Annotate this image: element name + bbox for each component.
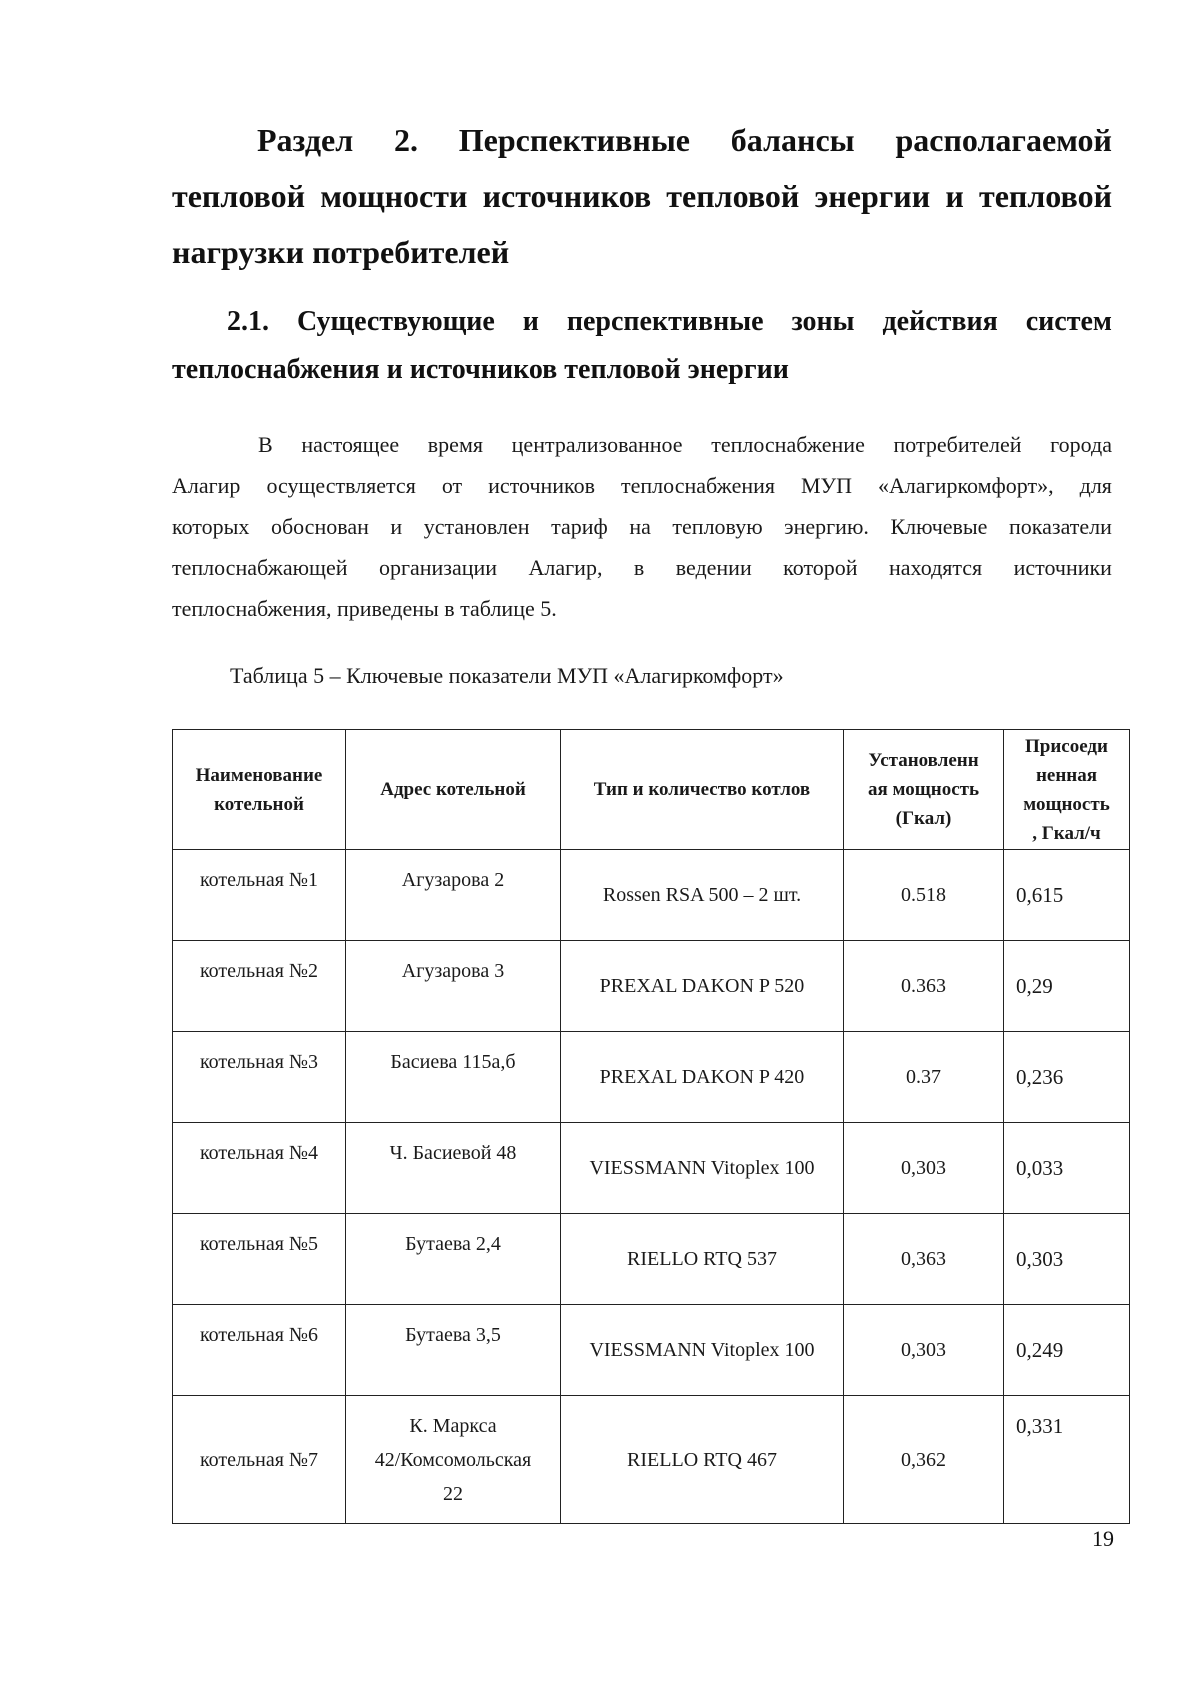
cell-name: котельная №6 <box>173 1305 346 1396</box>
body-text-word: тариф <box>551 514 608 539</box>
body-text-word: показатели <box>1009 514 1112 539</box>
cell-text-line: мощность <box>1023 793 1110 815</box>
section-title-word: балансы <box>730 122 855 158</box>
body-text-word: энергию. <box>784 514 869 539</box>
body-text-word: теплоснабжение <box>711 432 865 457</box>
body-text-word: осуществляется <box>266 473 416 498</box>
body-text-word: от <box>441 473 463 498</box>
header-name <box>173 730 346 850</box>
body-text-word: МУП <box>801 473 853 498</box>
cell-text-line: котельной <box>214 793 304 815</box>
section-title-word: тепловой <box>172 178 306 214</box>
cell-boilers: VIESSMANN Vitoplex 100 <box>561 1123 844 1214</box>
cell-connected: 0,033 <box>1004 1123 1130 1214</box>
body-text-word: источники <box>1013 555 1112 580</box>
cell-name: котельная №4 <box>173 1123 346 1214</box>
cell-installed: 0,303 <box>844 1305 1004 1396</box>
cell-name: котельная №7 <box>173 1396 346 1524</box>
section-title-line <box>172 112 1112 168</box>
body-text-word: теплоснабжения, приведены в таблице 5. <box>172 596 557 621</box>
subsection-title-word: зоны <box>791 306 855 337</box>
section-title-word: энергии <box>814 178 931 214</box>
table-row <box>173 1396 1130 1524</box>
cell-text-line: Наименование <box>195 764 323 786</box>
section-title-line <box>172 224 1112 280</box>
cell-text-line: Тип и количество котлов <box>593 779 811 800</box>
body-text-word: находятся <box>889 555 983 580</box>
body-text-word: централизованное <box>511 432 683 457</box>
cell-address: Бутаева 3,5 <box>346 1305 561 1396</box>
cell-text-line: , Гкал/ч <box>1032 822 1101 844</box>
cell-connected: 0,249 <box>1004 1305 1130 1396</box>
cell-connected: 0,236 <box>1004 1032 1130 1123</box>
body-text-word: время <box>427 432 483 457</box>
body-text-word: теплоснабжения <box>621 473 775 498</box>
section-title <box>172 112 1112 280</box>
cell-name: котельная №5 <box>173 1214 346 1305</box>
cell-address: Ч. Басиевой 48 <box>346 1123 561 1214</box>
section-title-word: Раздел <box>257 122 354 158</box>
cell-boilers: VIESSMANN Vitoplex 100 <box>561 1305 844 1396</box>
cell-installed: 0,362 <box>844 1396 1004 1524</box>
cell-name: котельная №1 <box>173 850 346 941</box>
cell-name: котельная №3 <box>173 1032 346 1123</box>
body-text-word: Алагир <box>172 473 241 498</box>
body-text-word: обоснован <box>270 514 369 539</box>
key-indicators-table <box>172 729 1130 1524</box>
subsection-title-word: Существующие <box>296 306 495 337</box>
header-boilers <box>561 730 844 850</box>
cell-text-line: 42/Комсомольская <box>374 1448 532 1471</box>
section-title-word: нагрузки потребителей <box>172 234 510 270</box>
table-row <box>173 1123 1130 1214</box>
cell-installed: 0.363 <box>844 941 1004 1032</box>
cell-text-line: (Гкал) <box>895 808 952 829</box>
section-title-line <box>172 168 1112 224</box>
subsection-title-word: и <box>522 306 539 337</box>
section-title-word: располагаемой <box>895 122 1112 158</box>
header-installed-capacity <box>844 730 1004 850</box>
cell-text-line: ненная <box>1035 764 1098 786</box>
body-text-word: которых <box>172 514 250 539</box>
cell-address: Агузарова 3 <box>346 941 561 1032</box>
subsection-title-word: действия <box>882 306 998 337</box>
body-text-word: и <box>390 514 403 539</box>
table-row <box>173 850 1130 941</box>
table-row <box>173 941 1130 1032</box>
cell-text-line: Присоеди <box>1025 735 1108 757</box>
body-text-line <box>172 588 1112 629</box>
subsection-title-word: 2.1. <box>227 306 269 337</box>
cell-installed: 0.37 <box>844 1032 1004 1123</box>
cell-connected: 0,29 <box>1004 941 1130 1032</box>
table-header-row <box>173 730 1130 850</box>
body-text-word: В <box>258 432 273 457</box>
cell-address: Басиева 115а,б <box>346 1032 561 1123</box>
body-text-word: потребителей <box>893 432 1022 457</box>
cell-text-line: 22 <box>443 1482 463 1505</box>
section-title-word: 2. <box>393 122 418 158</box>
body-text-word: Ключевые <box>890 514 988 539</box>
body-text-word: «Алагиркомфорт», <box>878 473 1054 498</box>
cell-boilers: RIELLO RTQ 467 <box>561 1396 844 1524</box>
subsection-title-word: перспективные <box>566 306 764 337</box>
cell-installed: 0.518 <box>844 850 1004 941</box>
cell-boilers: PREXAL DAKON P 420 <box>561 1032 844 1123</box>
header-address <box>346 730 561 850</box>
cell-address: Агузарова 2 <box>346 850 561 941</box>
body-text-line <box>172 506 1112 547</box>
body-text-word: настоящее <box>301 432 400 457</box>
cell-installed: 0,363 <box>844 1214 1004 1305</box>
cell-connected: 0,615 <box>1004 850 1130 941</box>
subsection-title-line <box>172 298 1112 346</box>
page-number: 19 <box>1092 1526 1114 1551</box>
body-text-word: для <box>1079 473 1112 498</box>
section-title-word: источников <box>482 178 652 214</box>
body-text-word: Алагир, <box>528 555 603 580</box>
body-text-line <box>172 465 1112 506</box>
cell-boilers: PREXAL DAKON P 520 <box>561 941 844 1032</box>
header-connected-capacity <box>1004 730 1130 850</box>
table-row <box>173 1214 1130 1305</box>
body-text-word: ведении <box>675 555 752 580</box>
body-text-line <box>172 424 1112 465</box>
cell-connected: 0,303 <box>1004 1214 1130 1305</box>
cell-installed: 0,303 <box>844 1123 1004 1214</box>
cell-text-line: ая мощность <box>867 779 980 800</box>
cell-text-line: Адрес котельной <box>380 779 526 800</box>
section-title-word: тепловой <box>666 178 800 214</box>
body-text-word: тепловую <box>672 514 763 539</box>
subsection-title <box>172 298 1112 394</box>
body-text-word: которой <box>783 555 858 580</box>
body-text-word: на <box>629 514 651 539</box>
table-caption: Таблица 5 – Ключевые показатели МУП «Алагиркомфорт» <box>230 663 784 688</box>
cell-text-line: К. Маркса <box>409 1414 497 1437</box>
subsection-title-line <box>172 346 1112 394</box>
cell-text-line: Установленн <box>868 750 979 771</box>
body-text-word: в <box>633 555 645 580</box>
body-text-word: установлен <box>423 514 530 539</box>
body-text-word: организации <box>378 555 498 580</box>
section-title-word: и <box>945 178 964 214</box>
cell-address: Бутаева 2,4 <box>346 1214 561 1305</box>
subsection-title-word: теплоснабжения и источников тепловой энергии <box>172 354 789 385</box>
body-paragraph <box>172 424 1112 629</box>
section-title-word: мощности <box>320 178 468 214</box>
cell-connected: 0,331 <box>1004 1396 1130 1524</box>
body-text-word: теплоснабжающей <box>172 555 348 580</box>
subsection-title-word: систем <box>1025 306 1112 337</box>
cell-address <box>346 1396 561 1524</box>
table-row <box>173 1305 1130 1396</box>
section-title-word: Перспективные <box>458 122 690 158</box>
cell-boilers: RIELLO RTQ 537 <box>561 1214 844 1305</box>
section-title-word: тепловой <box>978 178 1112 214</box>
body-text-line <box>172 547 1112 588</box>
table-row <box>173 1032 1130 1123</box>
body-text-word: источников <box>488 473 596 498</box>
body-text-word: города <box>1050 432 1112 457</box>
cell-boilers: Rossen RSA 500 – 2 шт. <box>561 850 844 941</box>
cell-name: котельная №2 <box>173 941 346 1032</box>
